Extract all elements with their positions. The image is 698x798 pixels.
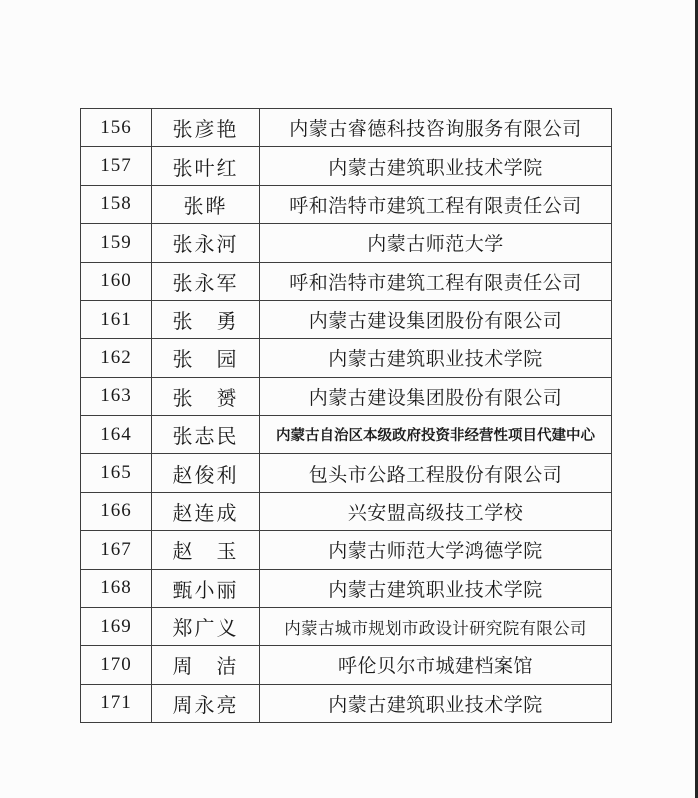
row-index-cell: 160	[81, 262, 152, 300]
roster-table-body	[81, 109, 612, 723]
row-index-cell: 156	[81, 109, 152, 147]
table-row	[81, 224, 612, 262]
table-row	[81, 684, 612, 722]
person-name-cell: 张 园	[152, 339, 260, 377]
person-name-cell: 赵俊利	[152, 454, 260, 492]
person-name-cell: 赵 玉	[152, 531, 260, 569]
row-index-cell: 171	[81, 684, 152, 722]
table-row	[81, 569, 612, 607]
table-row	[81, 531, 612, 569]
person-name-cell: 张晔	[152, 185, 260, 223]
roster-table	[80, 108, 611, 723]
table-row	[81, 416, 612, 454]
organization-cell: 呼和浩特市建筑工程有限责任公司	[260, 185, 612, 223]
person-name-cell: 赵连成	[152, 492, 260, 530]
row-index-cell: 166	[81, 492, 152, 530]
person-name-cell: 周 洁	[152, 646, 260, 684]
table-row	[81, 109, 612, 147]
person-name-cell: 张志民	[152, 416, 260, 454]
organization-cell: 内蒙古建筑职业技术学院	[260, 339, 612, 377]
row-index-cell: 168	[81, 569, 152, 607]
person-name-cell: 张 赟	[152, 377, 260, 415]
organization-cell: 内蒙古睿德科技咨询服务有限公司	[260, 109, 612, 147]
row-index-cell: 157	[81, 147, 152, 185]
organization-cell: 包头市公路工程股份有限公司	[260, 454, 612, 492]
row-index-cell: 161	[81, 300, 152, 338]
row-index-cell: 169	[81, 607, 152, 645]
organization-cell: 内蒙古建筑职业技术学院	[260, 684, 612, 722]
roster-table-grid	[80, 108, 612, 723]
organization-cell: 内蒙古建筑职业技术学院	[260, 147, 612, 185]
row-index-cell: 159	[81, 224, 152, 262]
row-index-cell: 158	[81, 185, 152, 223]
person-name-cell: 郑广义	[152, 607, 260, 645]
row-index-cell: 162	[81, 339, 152, 377]
row-index-cell: 167	[81, 531, 152, 569]
person-name-cell: 张永河	[152, 224, 260, 262]
table-row	[81, 185, 612, 223]
row-index-cell: 163	[81, 377, 152, 415]
organization-cell: 呼伦贝尔市城建档案馆	[260, 646, 612, 684]
table-row	[81, 646, 612, 684]
table-row	[81, 147, 612, 185]
organization-cell: 内蒙古建筑职业技术学院	[260, 569, 612, 607]
table-row	[81, 492, 612, 530]
organization-cell: 内蒙古城市规划市政设计研究院有限公司	[260, 607, 612, 645]
table-row	[81, 262, 612, 300]
person-name-cell: 周永亮	[152, 684, 260, 722]
table-row	[81, 377, 612, 415]
person-name-cell: 张 勇	[152, 300, 260, 338]
table-row	[81, 454, 612, 492]
organization-cell: 内蒙古建设集团股份有限公司	[260, 300, 612, 338]
row-index-cell: 164	[81, 416, 152, 454]
table-row	[81, 607, 612, 645]
person-name-cell: 张叶红	[152, 147, 260, 185]
organization-cell: 内蒙古师范大学	[260, 224, 612, 262]
person-name-cell: 张彦艳	[152, 109, 260, 147]
row-index-cell: 165	[81, 454, 152, 492]
table-row	[81, 300, 612, 338]
person-name-cell: 张永军	[152, 262, 260, 300]
organization-cell: 内蒙古师范大学鸿德学院	[260, 531, 612, 569]
organization-cell: 呼和浩特市建筑工程有限责任公司	[260, 262, 612, 300]
organization-cell: 兴安盟高级技工学校	[260, 492, 612, 530]
organization-cell: 内蒙古自治区本级政府投资非经营性项目代建中心	[260, 416, 612, 454]
person-name-cell: 甄小丽	[152, 569, 260, 607]
row-index-cell: 170	[81, 646, 152, 684]
table-row	[81, 339, 612, 377]
organization-cell: 内蒙古建设集团股份有限公司	[260, 377, 612, 415]
